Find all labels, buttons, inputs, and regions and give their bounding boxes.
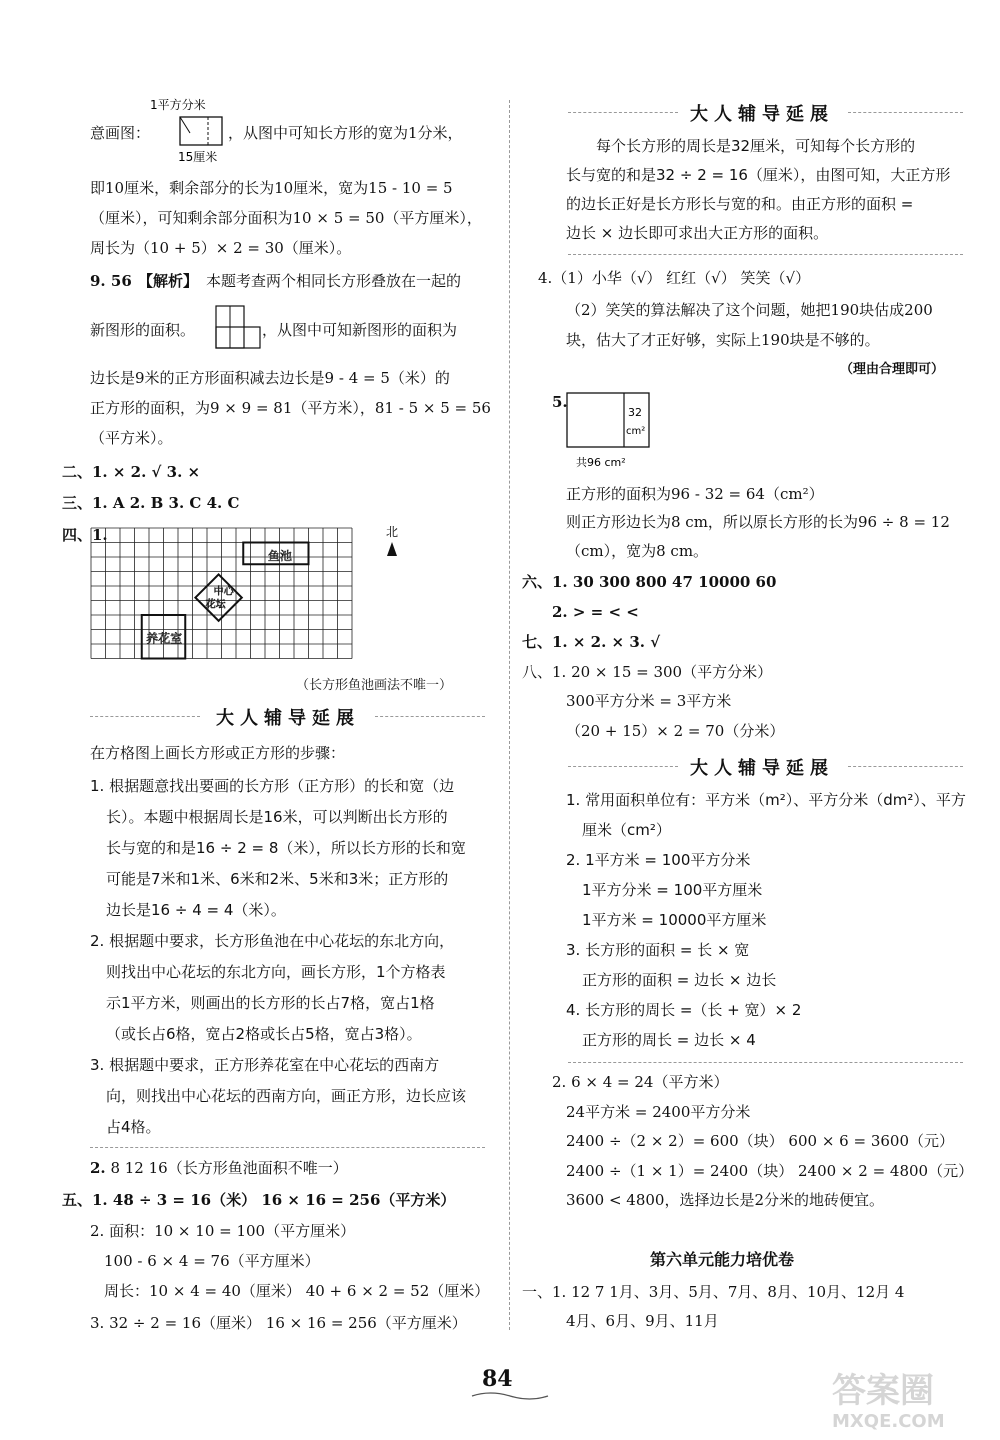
watermark-url: MXQE.COM: [832, 1411, 945, 1432]
box2-title: 大人辅导延展: [690, 104, 834, 125]
s6-1: 六、1. 30 300 800 47 10000 60: [522, 573, 777, 591]
r2-line: 3600 < 4800，选择边长是2分米的地砖便宜。: [566, 1191, 884, 1209]
q4b: （2）笑笑的算法解决了这个问题，她把190块估成200: [566, 301, 933, 319]
text-line: （平方米）。: [90, 429, 173, 447]
box2-line: 边长 × 边长即可求出大正方形的面积。: [566, 224, 829, 242]
q2-line: 2. 8 12 16（长方形鱼池面积不唯一）: [90, 1159, 348, 1177]
text-line: ，从图中可知长方形的宽为1分米，: [228, 124, 463, 142]
s7: 七、1. × 2. × 3. √: [522, 633, 661, 651]
section-4-label: 四、1.: [62, 526, 108, 544]
text-line: 意画图：: [90, 124, 151, 142]
watermark-text: 答案圈: [832, 1371, 934, 1411]
q9-tag: 【解析】: [138, 272, 199, 290]
note-reason: （理由合理即可）: [840, 362, 945, 377]
s6-2: 2. > = < <: [552, 603, 639, 621]
greenhouse-label: 养花室: [146, 631, 183, 646]
figure-5-value: 32: [628, 406, 642, 419]
box3-line: 1平方米 = 10000平方厘米: [582, 911, 767, 929]
q5-label: 5.: [552, 393, 568, 411]
s5-2c: 周长：10 × 4 = 40（厘米） 40 + 6 × 2 = 52（厘米）: [104, 1282, 490, 1300]
figure-5-unit: cm²: [626, 426, 646, 437]
text-line: 周长为（10 + 5）× 2 = 30（厘米）。: [90, 239, 352, 257]
box1-line: 1. 根据题意找出要画的长方形（正方形）的长和宽（边: [90, 777, 455, 795]
page-ornament: [470, 1388, 550, 1402]
q5b: 则正方形边长为8 cm，所以原长方形的长为96 ÷ 8 = 12: [566, 513, 950, 531]
u1a: 一、1. 12 7 1月、3月、5月、7月、8月、10月、12月 4: [522, 1283, 905, 1301]
r2-line: 2. 6 × 4 = 24（平方米）: [552, 1073, 729, 1091]
box1-title: 大人辅导延展: [216, 708, 360, 729]
section-3: 三、1. A 2. B 3. C 4. C: [62, 494, 240, 512]
text-line: 正方形的面积，为9 × 9 = 81（平方米），81 - 5 × 5 = 56: [90, 399, 491, 417]
box2-line: 的边长正好是长方形长与宽的和。由正方形的面积 =: [566, 195, 914, 213]
box1-line: 边长是16 ÷ 4 = 4（米）。: [106, 901, 286, 919]
figure-1-top-label: 1平方分米: [150, 98, 206, 112]
r2-line: 24平方米 = 2400平方分米: [566, 1102, 751, 1121]
box1-line: 示1平方米，则画出的长方形的长占7格，宽占1格: [106, 994, 435, 1012]
text-line: （厘米），可知剩余部分面积为10 × 5 = 50（平方厘米），: [90, 209, 482, 227]
box1-line: 向，则找出中心花坛的西南方向，画正方形，边长应该: [106, 1087, 467, 1105]
r2-line: 2400 ÷（1 × 1）= 2400（块） 2400 × 2 = 4800（元）: [566, 1161, 974, 1180]
text-line: 新图形的面积。: [90, 321, 196, 339]
text-line: ，从图中可知新图形的面积为: [262, 321, 458, 339]
pond-label: 鱼池: [267, 548, 292, 563]
figure-1: [150, 95, 240, 165]
box3-line: 厘米（cm²）: [582, 821, 671, 839]
watermark: [832, 1372, 992, 1436]
box1-line: 则找出中心花坛的东北方向，画长方形，1个方格表: [106, 963, 446, 981]
box3-line: 正方形的面积 = 边长 × 边长: [582, 971, 777, 989]
figure-5: [566, 392, 666, 472]
text-line: 边长是9米的正方形面积减去边长是9 - 4 = 5（米）的: [90, 369, 450, 387]
box3-line: 4. 长方形的周长 =（长 + 宽）× 2: [566, 1001, 802, 1019]
s8a: 八、1. 20 × 15 = 300（平方分米）: [522, 663, 773, 681]
box1-line: 2. 根据题中要求，长方形鱼池在中心花坛的东北方向，: [90, 932, 455, 950]
box2-line: 每个长方形的周长是32厘米，可知每个长方形的: [596, 137, 916, 155]
box1-line: 占4格。: [106, 1118, 161, 1136]
figure-5-total: 共96 cm²: [576, 456, 626, 469]
q4c: 块，估大了才正好够，实际上190块是不够的。: [566, 331, 880, 349]
box1-intro: 在方格图上画长方形或正方形的步骤：: [90, 744, 346, 762]
text-line: 本题考查两个相同长方形叠放在一起的: [206, 272, 462, 290]
r2-line: 2400 ÷（2 × 2）= 600（块） 600 × 6 = 3600（元）: [566, 1132, 954, 1150]
box1-line: 长）。本题中根据周长是16米，可以判断出长方形的: [106, 808, 448, 826]
box2-line: 长与宽的和是32 ÷ 2 = 16（厘米），由图可知，大正方形: [566, 166, 951, 184]
s8c: （20 + 15）× 2 = 70（分米）: [566, 722, 785, 740]
center-label: 中心: [213, 586, 234, 598]
s5-1: 五、1. 48 ÷ 3 = 16（米） 16 × 16 = 256（平方米）: [62, 1191, 456, 1209]
q9-number: 9. 56: [90, 272, 132, 290]
center-label: 花坛: [205, 599, 226, 611]
q5c: （cm），宽为8 cm。: [566, 542, 709, 560]
box3-line: 正方形的周长 = 边长 × 4: [582, 1031, 756, 1049]
figure-overlap-rectangles: [215, 305, 265, 351]
grid-figure: [90, 522, 420, 662]
box3-line: 1平方分米 = 100平方厘米: [582, 881, 763, 899]
box3-line: 2. 1平方米 = 100平方分米: [566, 851, 751, 869]
s5-2b: 100 - 6 × 4 = 76（平方厘米）: [104, 1252, 320, 1270]
unit-title: 第六单元能力培优卷: [650, 1250, 795, 1269]
figure-1-bottom-label: 15厘米: [178, 150, 218, 164]
column-divider: [509, 100, 510, 1330]
s8b: 300平方分米 = 3平方米: [566, 692, 732, 710]
north-label: 北: [386, 525, 399, 539]
text-line: 即10厘米，剩余部分的长为10厘米，宽为15 - 10 = 5: [90, 179, 453, 197]
box1-line: 长与宽的和是16 ÷ 2 = 8（米），所以长方形的长和宽: [106, 839, 466, 857]
box3-line: 3. 长方形的面积 = 长 × 宽: [566, 941, 750, 959]
s5-2a: 2. 面积：10 × 10 = 100（平方厘米）: [90, 1222, 356, 1240]
box1-line: 3. 根据题中要求，正方形养花室在中心花坛的西南方: [90, 1056, 440, 1074]
page-number: 84: [482, 1366, 513, 1392]
q5a: 正方形的面积为96 - 32 = 64（cm²）: [566, 485, 824, 503]
note-pond-drawing: （长方形鱼池画法不唯一）: [296, 678, 453, 693]
u1b: 4月、6月、9月、11月: [566, 1312, 719, 1330]
box3-line: 1. 常用面积单位有：平方米（m²）、平方分米（dm²）、平方: [566, 791, 966, 809]
box3-title: 大人辅导延展: [690, 758, 834, 779]
box1-line: （或长占6格，宽占2格或长占5格，宽占3格）。: [106, 1025, 422, 1043]
s5-3: 3. 32 ÷ 2 = 16（厘米） 16 × 16 = 256（平方厘米）: [90, 1314, 467, 1332]
north-indicator: [380, 522, 410, 562]
section-2: 二、1. × 2. √ 3. ×: [62, 463, 201, 481]
q4a: 4.（1）小华（√） 红红（√） 笑笑（√）: [538, 269, 811, 287]
box1-line: 可能是7米和1米、6米和2米、5米和3米；正方形的: [106, 870, 449, 888]
